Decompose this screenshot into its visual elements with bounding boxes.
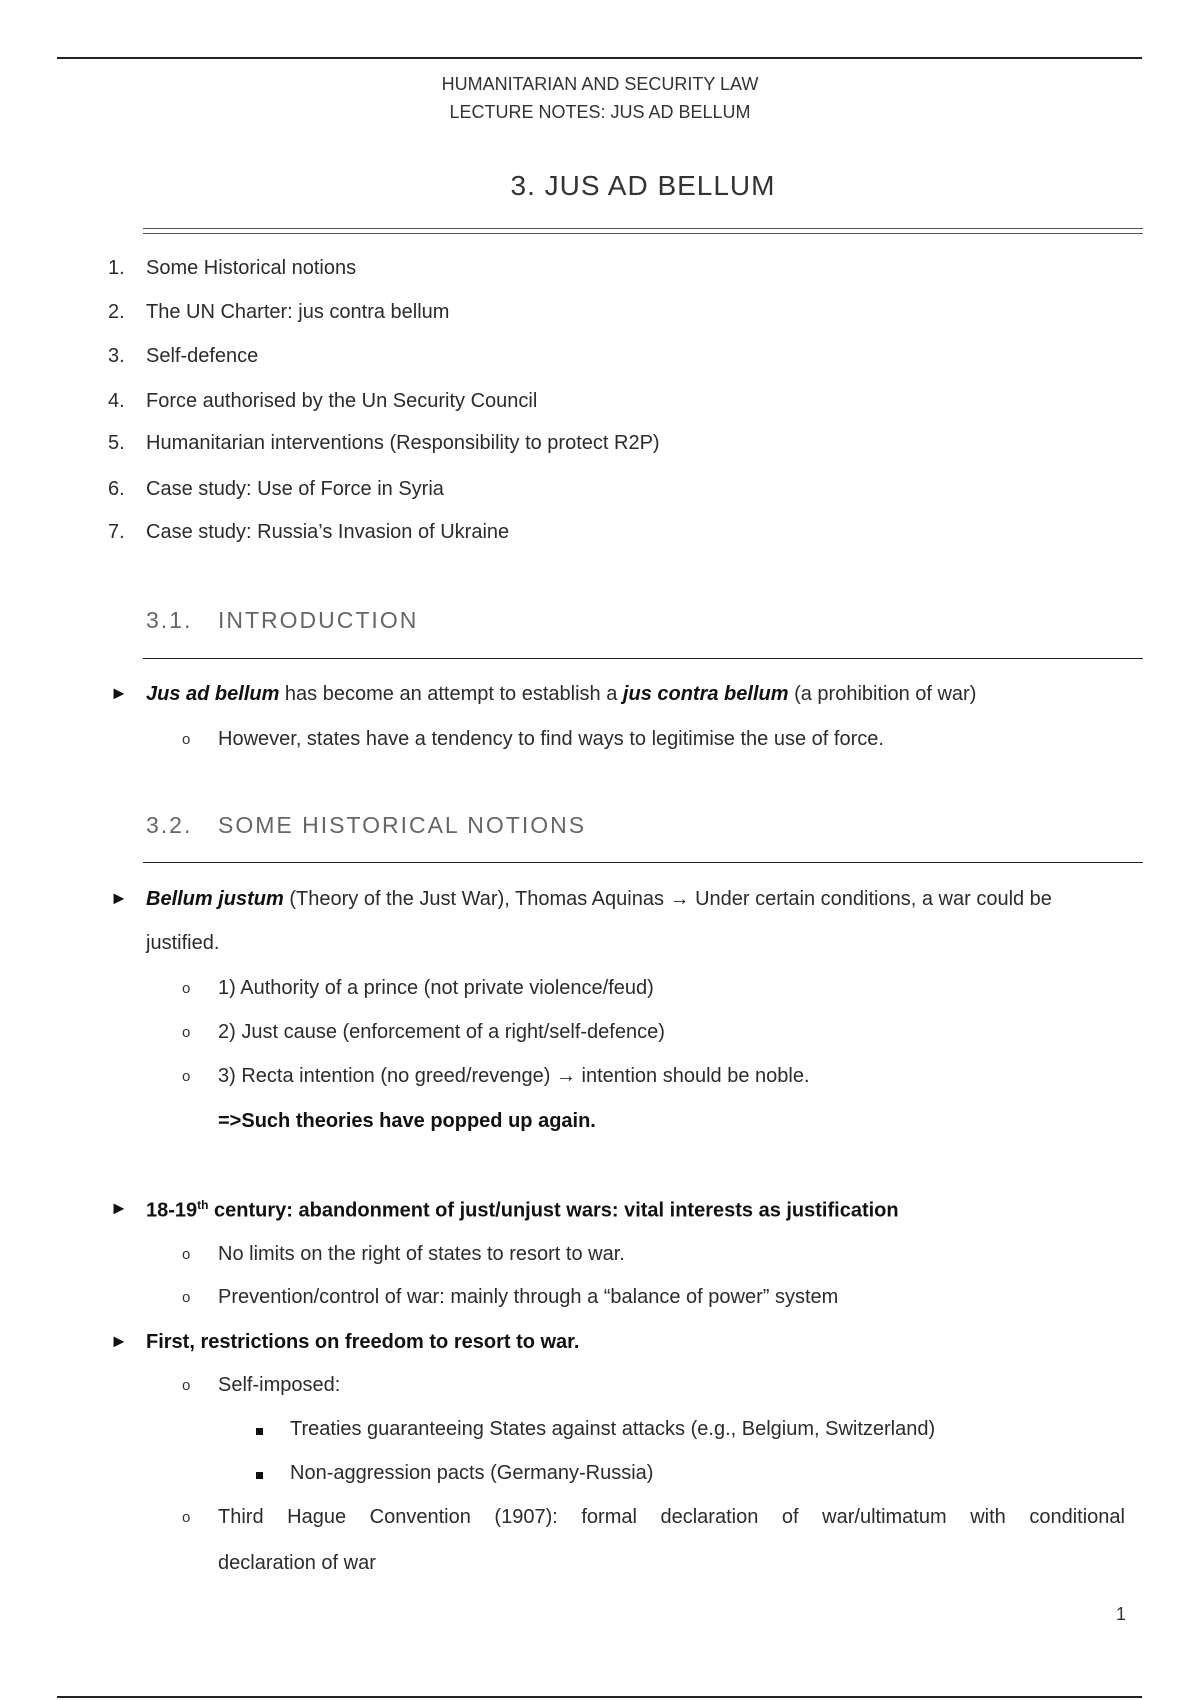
bottom-rule — [57, 1696, 1142, 1698]
toc-text: The UN Charter: jus contra bellum — [146, 301, 450, 323]
toc-text: Humanitarian interventions (Responsibility to protect R2P) — [146, 432, 660, 454]
toc-item-1 — [108, 257, 356, 280]
century-paragraph — [146, 1198, 899, 1223]
toc-item-5 — [108, 432, 660, 455]
bellum-justum-continuation: justified. — [146, 932, 220, 954]
toc-text: Case study: Use of Force in Syria — [146, 478, 444, 500]
condition-item: 3) Recta intention (no greed/revenge) → intention should be noble. — [218, 1065, 810, 1087]
toc-text: Force authorised by the Un Security Council — [146, 390, 538, 412]
section-heading-historical-notions — [146, 812, 586, 839]
document-title: 3. JUS AD BELLUM — [510, 170, 776, 201]
intro-paragraph — [146, 683, 976, 706]
arrow-bullet-icon: ► — [110, 888, 128, 908]
circle-bullet-icon: o — [182, 1024, 191, 1041]
toc-num: 6. — [108, 478, 125, 500]
toc-num: 1. — [108, 257, 125, 279]
century-prefix: 18-19 — [146, 1199, 198, 1222]
circle-bullet-icon: o — [182, 1377, 191, 1394]
restrictions-paragraph: First, restrictions on freedom to resort to war. — [146, 1331, 580, 1353]
circle-bullet-icon: o — [182, 731, 191, 748]
toc-item-7 — [108, 521, 509, 544]
intro-text-tail: (a prohibition of war) — [788, 683, 977, 705]
toc-item-3 — [108, 345, 258, 368]
toc-num: 7. — [108, 521, 125, 543]
arrow-bullet-icon: ► — [110, 683, 128, 703]
circle-bullet-icon: o — [182, 1246, 191, 1263]
condition-item: 1) Authority of a prince (not private violence/feud) — [218, 977, 654, 999]
section-heading-introduction — [146, 607, 418, 634]
section-number: 3.2. — [146, 812, 193, 838]
century-subpoint: No limits on the right of states to resort to war. — [218, 1243, 625, 1265]
title-double-rule — [143, 228, 1143, 234]
self-imposed-label: Self-imposed: — [218, 1374, 341, 1396]
toc-item-2 — [108, 301, 449, 324]
condition-item: 2) Just cause (enforcement of a right/self-defence) — [218, 1021, 665, 1043]
page-number: 1 — [1115, 1604, 1126, 1624]
toc-num: 2. — [108, 301, 125, 323]
bellum-justum-text: (Theory of the Just War), Thomas Aquinas → Under certain conditions, a war could be — [283, 888, 1052, 910]
intro-text-mid: has become an attempt to establish a — [279, 683, 623, 705]
section-title: INTRODUCTION — [218, 607, 419, 633]
circle-bullet-icon: o — [182, 1068, 191, 1085]
toc-num: 3. — [108, 345, 125, 367]
square-bullet-icon — [256, 1428, 263, 1435]
hague-convention-line: Third Hague Convention (1907): formal declaration of war/ultimatum with conditional — [218, 1506, 1125, 1528]
term-bellum-justum: Bellum justum — [146, 888, 284, 910]
intro-subpoint: However, states have a tendency to find ways to legitimise the use of force. — [218, 728, 884, 750]
arrow-bullet-icon: ► — [110, 1331, 128, 1351]
self-imposed-item: Treaties guaranteeing States against attacks (e.g., Belgium, Switzerland) — [290, 1418, 936, 1440]
square-bullet-icon — [256, 1472, 263, 1479]
section-rule — [143, 658, 1143, 659]
hague-convention-continuation: declaration of war — [218, 1552, 376, 1574]
toc-num: 5. — [108, 432, 125, 454]
section-title: SOME HISTORICAL NOTIONS — [218, 812, 587, 838]
toc-num: 4. — [108, 390, 125, 412]
bellum-justum-paragraph — [146, 888, 1052, 911]
theories-note: =>Such theories have popped up again. — [218, 1110, 596, 1132]
circle-bullet-icon: o — [182, 1509, 191, 1526]
circle-bullet-icon: o — [182, 980, 191, 997]
term-jus-ad-bellum: Jus ad bellum — [146, 683, 280, 705]
toc-item-6 — [108, 478, 444, 501]
course-header: HUMANITARIAN AND SECURITY LAW — [441, 74, 759, 94]
century-superscript: th — [197, 1198, 209, 1212]
toc-text: Case study: Russia’s Invasion of Ukraine — [146, 521, 510, 543]
section-rule — [143, 862, 1143, 863]
toc-item-4 — [108, 390, 537, 413]
toc-text: Self-defence — [146, 345, 259, 367]
section-number: 3.1. — [146, 607, 193, 633]
lecture-subtitle: LECTURE NOTES: JUS AD BELLUM — [449, 102, 751, 122]
arrow-bullet-icon: ► — [110, 1198, 128, 1218]
circle-bullet-icon: o — [182, 1289, 191, 1306]
century-subpoint: Prevention/control of war: mainly through a “balance of power” system — [218, 1286, 839, 1308]
top-rule — [57, 57, 1142, 59]
century-text: century: abandonment of just/unjust wars: vital interests as justification — [208, 1199, 899, 1222]
term-jus-contra-bellum: jus contra bellum — [622, 683, 789, 705]
self-imposed-item: Non-aggression pacts (Germany-Russia) — [290, 1462, 654, 1484]
toc-text: Some Historical notions — [146, 257, 357, 279]
